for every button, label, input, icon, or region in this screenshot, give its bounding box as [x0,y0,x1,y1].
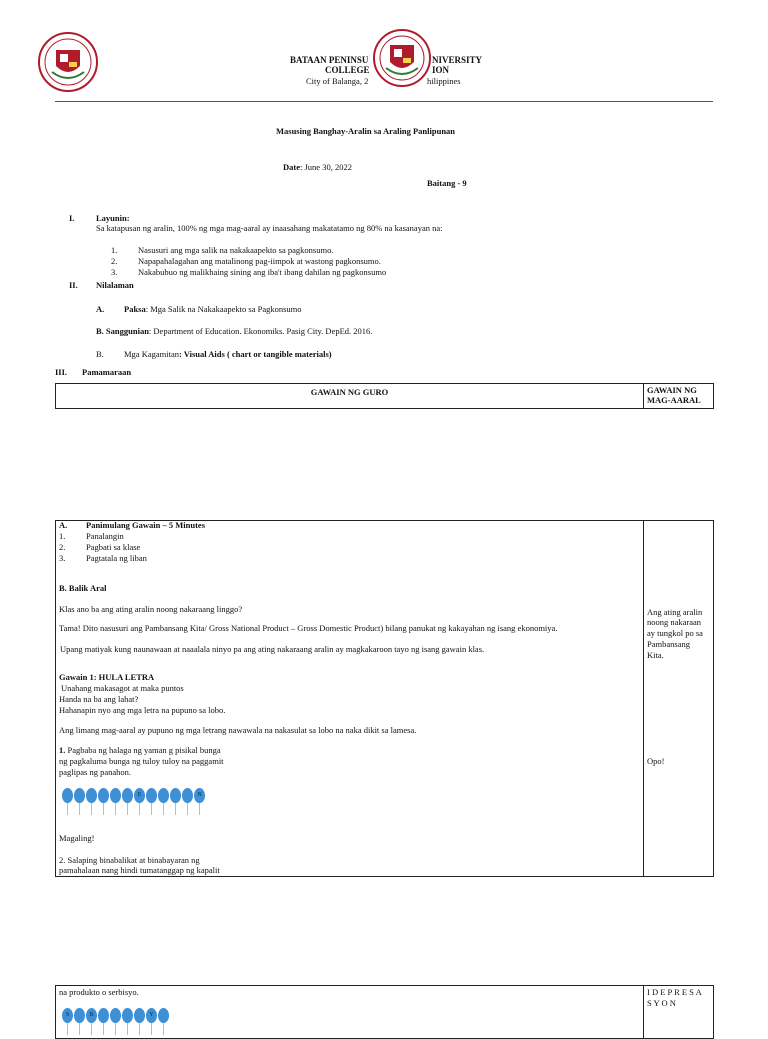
item-1-number: 1. [59,745,66,755]
gawain-label: Gawain 1 [59,672,94,682]
university-name-end [432,55,482,65]
sanggunian-letter: B. [96,326,104,336]
balloon [74,1008,85,1023]
header-divider [55,101,713,102]
university-name-start: BATAAN PENINSU [290,55,369,65]
date-line [283,162,352,173]
balloon [122,1008,133,1023]
balloon [134,1008,145,1023]
balloon [122,788,133,803]
student-response-2: Opo! [647,756,665,766]
item-1-line3: paglipas ng panahon. [59,767,131,777]
a-item-1-text: Panalangin [86,531,124,541]
sanggunian-line [96,326,372,337]
student-response-1-line5: Kita. [647,650,664,660]
balloon [182,788,193,803]
section-2-label: Nilalaman [96,280,134,290]
a-item-2-text: Pagbati sa klase [86,542,141,552]
university-seal-left [38,32,98,92]
college-end [432,65,449,75]
paksa-value: : Mga Salik na Nakakaapekto sa Pagkonsumo [145,304,302,314]
a-item-3-number: 3. [59,553,66,563]
paksa-line [124,304,302,315]
student-continued-line2: S Y O N [647,998,676,1008]
objective-1-number: 1. [111,245,118,255]
teacher-activity-cell [56,521,644,877]
balloon [98,788,109,803]
section-2-number: II. [69,280,78,290]
item-2-line1: 2. Salaping binabalikat at binabayaran ng [59,855,200,865]
balloon [86,788,97,803]
continued-text: na produkto o serbisyo. [59,987,139,997]
sanggunian-label: Sanggunian [105,326,149,336]
student-response-1-line2: noong nakaraan [647,617,702,627]
section-3-label: Pamamaraan [82,367,132,377]
a-item-3-text: Pagtatala ng liban [86,553,147,563]
baitang-label: Baitang - 9 [427,178,467,188]
unahan-line: Unahang makasagot at maka puntos [61,683,184,693]
sanggunian-value: : Department of Education. Ekonomiks. Pasig City. DepEd. 2016. [148,326,373,336]
balloon-row-2 [62,1008,169,1023]
section-1-number: I. [69,213,75,223]
paksa-label: Paksa [124,304,146,314]
balloon: N [194,788,205,803]
gawain-title: : HULA LETRA [93,672,155,682]
paksa-letter: A. [96,304,105,314]
handa-line: Handa na ba ang lahat? [59,694,139,704]
ang-limang-line: Ang limang mag-aaral ay pupuno ng mga letrang nawawala na nakasulat sa lobo na naka dikit sa lamesa. [59,725,417,735]
university-name-line [290,55,368,65]
university-name-end-text: NIVERSITY [432,55,483,65]
college-end-text: ION [432,65,450,75]
balik-aral-title: B. Balik Aral [59,583,107,593]
header-cell-magaaral [644,384,714,409]
upang-statement: Upang matiyak kung naunawaan at naaalala ninyo pa ang ating nakaraang aralin ay magkakaroon tayo ng isang gawain klas. [60,644,485,654]
balloon [158,1008,169,1023]
a-item-1-number: 1. [59,531,66,541]
magaling-line: Magaling! [59,833,95,843]
item-1-line2: ng pagkaluma bunga ng tuloy tuloy na paggamit [59,756,224,766]
balloon [110,788,121,803]
section-a-letter: A. [59,520,68,530]
college-text: COLLEGE [325,65,370,75]
item-1-text-1: Pagbaba ng halaga ng yaman g pisikal bunga [65,745,221,755]
activity-table [55,520,714,877]
student-response-1-line4: Pambansang [647,639,690,649]
header-guro-text: GAWAIN NG GURO [310,387,389,397]
address-start: City of Balanga, 2 [306,76,369,86]
balloon [146,788,157,803]
kagamitan-value: : Visual Aids ( chart or tangible materials) [179,349,332,359]
activity-header-table [55,383,714,409]
balloon [158,788,169,803]
student-response-1-line3: ay tungkol po sa [647,628,703,638]
tama-statement: Tama! Dito nasusuri ang Pambansang Kita/ Gross National Product – Gross Domestic Product) bilang panukat ng kakayahan ng isang ekonomiya. [59,623,558,633]
balloon: Y [146,1008,157,1023]
lesson-plan-title: Masusing Banghay-Aralin sa Araling Panlipunan [276,126,456,136]
balloon [170,788,181,803]
section-3-number: III. [55,367,68,377]
a-item-2-number: 2. [59,542,66,552]
balloon [98,1008,109,1023]
section-1-label: Layunin: [96,213,130,223]
balloon: S [62,1008,73,1023]
header-magaaral-line2: MAG-AARAL [647,395,701,405]
balloon [74,788,85,803]
balloon [62,788,73,803]
item-1-line1 [59,745,221,756]
header-cell-guro [56,384,644,409]
balloon-row-1 [62,788,205,803]
hahanapin-line: Hahanapin nyo ang mga letra na pupuno sa lobo. [59,705,226,715]
kagamitan-line [124,349,332,360]
student-activity-cell [644,521,714,877]
university-seal-center [373,28,431,88]
gawain-title-line [59,672,154,683]
date-label: Date [283,162,300,172]
objective-3-text: Nakabubuo ng malikhaing sining ang iba't ibang dahilan ng pagkonsumo [138,267,387,277]
balloon [110,1008,121,1023]
kagamitan-letter: B. [96,349,104,359]
address-end: hilippines [427,76,461,86]
kagamitan-label: Mga Kagamitan [124,349,179,359]
balloon: E [134,788,145,803]
objective-2-number: 2. [111,256,118,266]
header-magaaral-line1: GAWAIN NG [647,385,697,395]
balloon: B [86,1008,97,1023]
section-1-intro: Sa katapusan ng aralin, 100% ng mga mag-aaral ay inaasahang makatatamo ng 80% na kasanayan na: [96,223,443,233]
student-continued-line1: I D E P R E S A [647,987,702,997]
objective-2-text: Napapahalagahan ang matalinong pag-iimpok at wastong pagkonsumo. [138,256,381,266]
objective-1-text: Nasusuri ang mga salik na nakakaapekto sa pagkonsumo. [138,245,334,255]
student-response-1-line1: Ang ating aralin [647,607,703,617]
balik-aral-question: Klas ano ba ang ating aralin noong nakaraang linggo? [59,604,243,614]
section-a-title: Panimulang Gawain – 5 Minutes [86,520,206,530]
item-2-line2: pamahalaan nang hindi tumatanggap ng kapalit [59,865,220,875]
date-value: : June 30, 2022 [300,162,352,172]
college-line [325,65,370,75]
objective-3-number: 3. [111,267,118,277]
